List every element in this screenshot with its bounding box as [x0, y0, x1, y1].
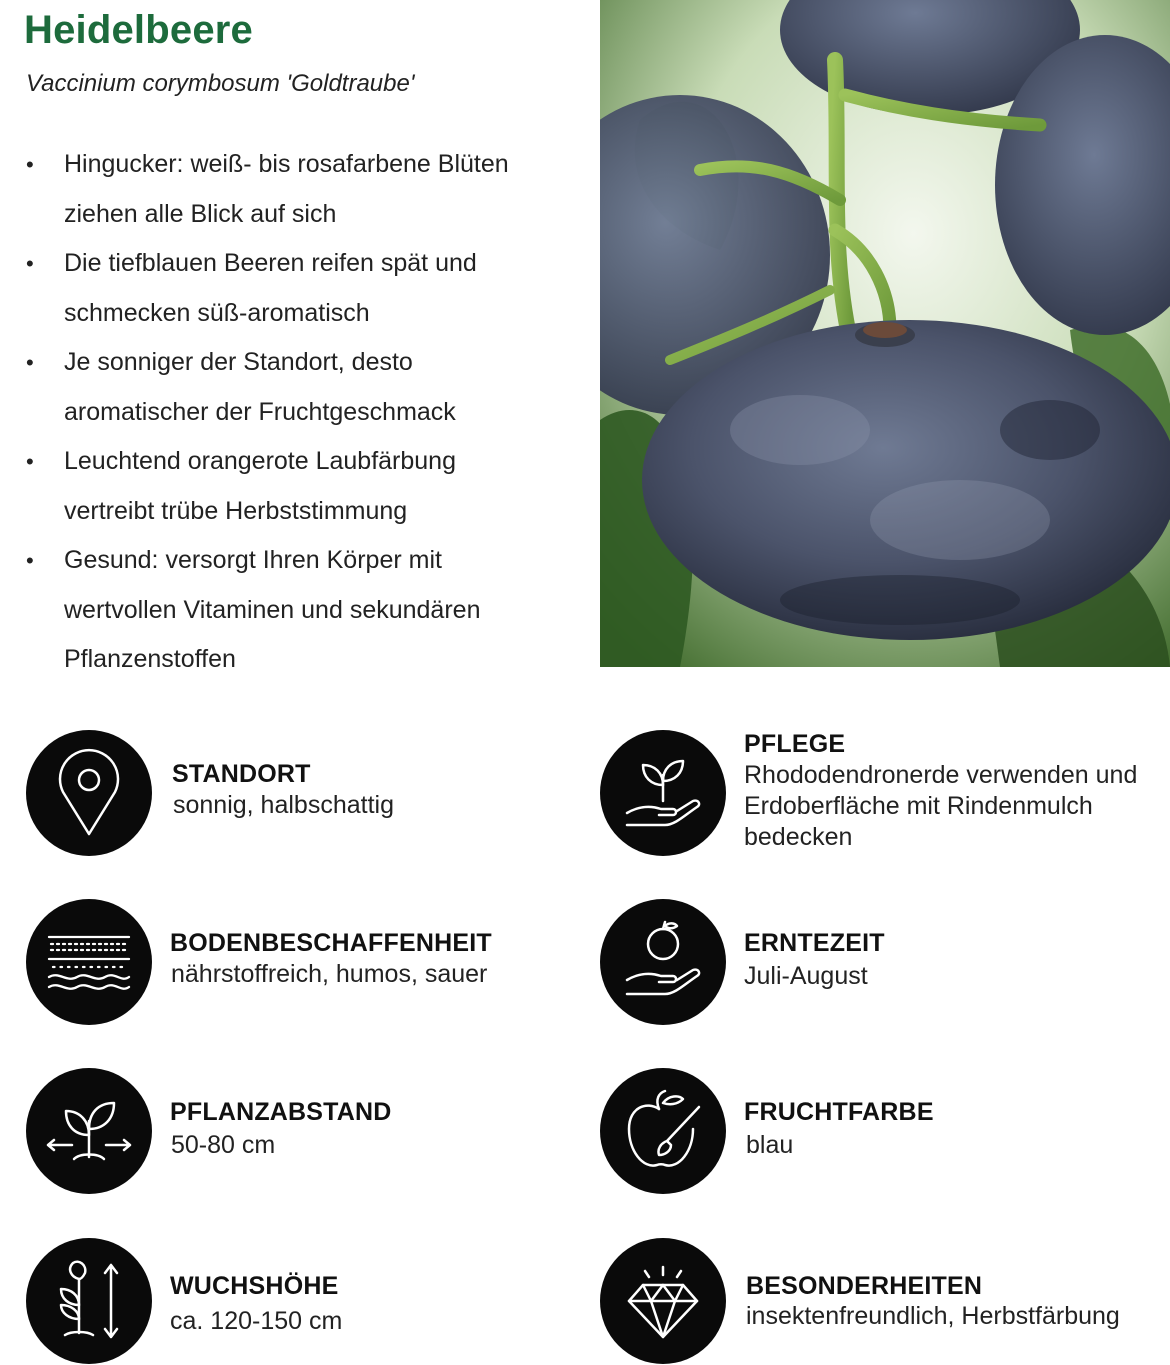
bullet-item	[26, 239, 586, 338]
feature-value-line: Erdoberfläche mit Rindenmulch	[744, 792, 1093, 820]
feature-label: PFLANZABSTAND	[170, 1098, 392, 1126]
latin-name: Vaccinium corymbosum 'Goldtraube'	[26, 70, 415, 97]
bullet-line: schmecken süß-aromatisch	[64, 298, 370, 327]
plant-spacing-icon	[26, 1068, 152, 1194]
bullet-line: Je sonniger der Standort, desto	[64, 348, 413, 376]
product-title: Heidelbeere	[24, 8, 253, 52]
feature-label: STANDORT	[172, 760, 311, 788]
location-pin-icon	[26, 730, 152, 856]
bullet-item	[26, 140, 586, 239]
feature-erntezeit	[600, 899, 1170, 1025]
feature-wuchshoehe	[26, 1238, 566, 1364]
bullet-line: Leuchtend orangerote Laubfärbung	[64, 447, 456, 475]
feature-value: nährstoffreich, humos, sauer	[171, 960, 488, 988]
plant-height-icon	[26, 1238, 152, 1364]
feature-value: ca. 120-150 cm	[170, 1307, 343, 1335]
seedling-hand-icon	[600, 730, 726, 856]
feature-label: BODENBESCHAFFENHEIT	[170, 929, 492, 957]
bullet-dot: •	[26, 548, 34, 573]
feature-pflege	[600, 730, 1170, 856]
bullet-line: Die tiefblauen Beeren reifen spät und	[64, 249, 477, 277]
feature-besonderheiten	[600, 1238, 1170, 1364]
feature-bullet-list	[26, 140, 586, 685]
bullet-line: Pflanzenstoffen	[64, 645, 236, 673]
feature-value-line: Rhododendronerde verwenden und	[744, 761, 1138, 789]
apple-brush-icon	[600, 1068, 726, 1194]
fruit-hand-icon	[600, 899, 726, 1025]
feature-value-line: bedecken	[744, 823, 853, 851]
feature-label: BESONDERHEITEN	[746, 1272, 983, 1300]
blueberries-photo	[600, 0, 1170, 667]
feature-label: PFLEGE	[744, 730, 846, 758]
bullet-item	[26, 536, 586, 685]
bullet-line: aromatischer der Fruchtgeschmack	[64, 397, 456, 426]
bullet-dot: •	[26, 251, 34, 276]
bullet-line: wertvollen Vitaminen und sekundären	[64, 595, 481, 624]
feature-boden	[26, 899, 566, 1025]
feature-label: FRUCHTFARBE	[744, 1098, 934, 1126]
feature-value: blau	[746, 1131, 794, 1159]
feature-pflanzabstand	[26, 1068, 566, 1194]
diamond-icon	[600, 1238, 726, 1364]
feature-value	[744, 760, 1137, 853]
feature-label: WUCHSHÖHE	[170, 1272, 339, 1300]
bullet-line: vertreibt trübe Herbststimmung	[64, 496, 408, 525]
feature-fruchtfarbe	[600, 1068, 1170, 1194]
feature-value: insektenfreundlich, Herbstfärbung	[746, 1302, 1120, 1330]
bullet-dot: •	[26, 350, 34, 375]
feature-value: 50-80 cm	[171, 1131, 276, 1159]
feature-value: Juli-August	[744, 962, 868, 990]
soil-layers-icon	[26, 899, 152, 1025]
bullet-line: ziehen alle Blick auf sich	[64, 199, 337, 228]
bullet-line: Gesund: versorgt Ihren Körper mit	[64, 546, 442, 574]
bullet-dot: •	[26, 449, 34, 474]
feature-standort	[26, 730, 566, 856]
feature-label: ERNTEZEIT	[744, 929, 885, 957]
bullet-line: Hingucker: weiß- bis rosafarbene Blüten	[64, 150, 509, 178]
bullet-item	[26, 437, 586, 536]
bullet-dot: •	[26, 152, 34, 177]
bullet-item	[26, 338, 586, 437]
feature-value: sonnig, halbschattig	[173, 791, 394, 819]
